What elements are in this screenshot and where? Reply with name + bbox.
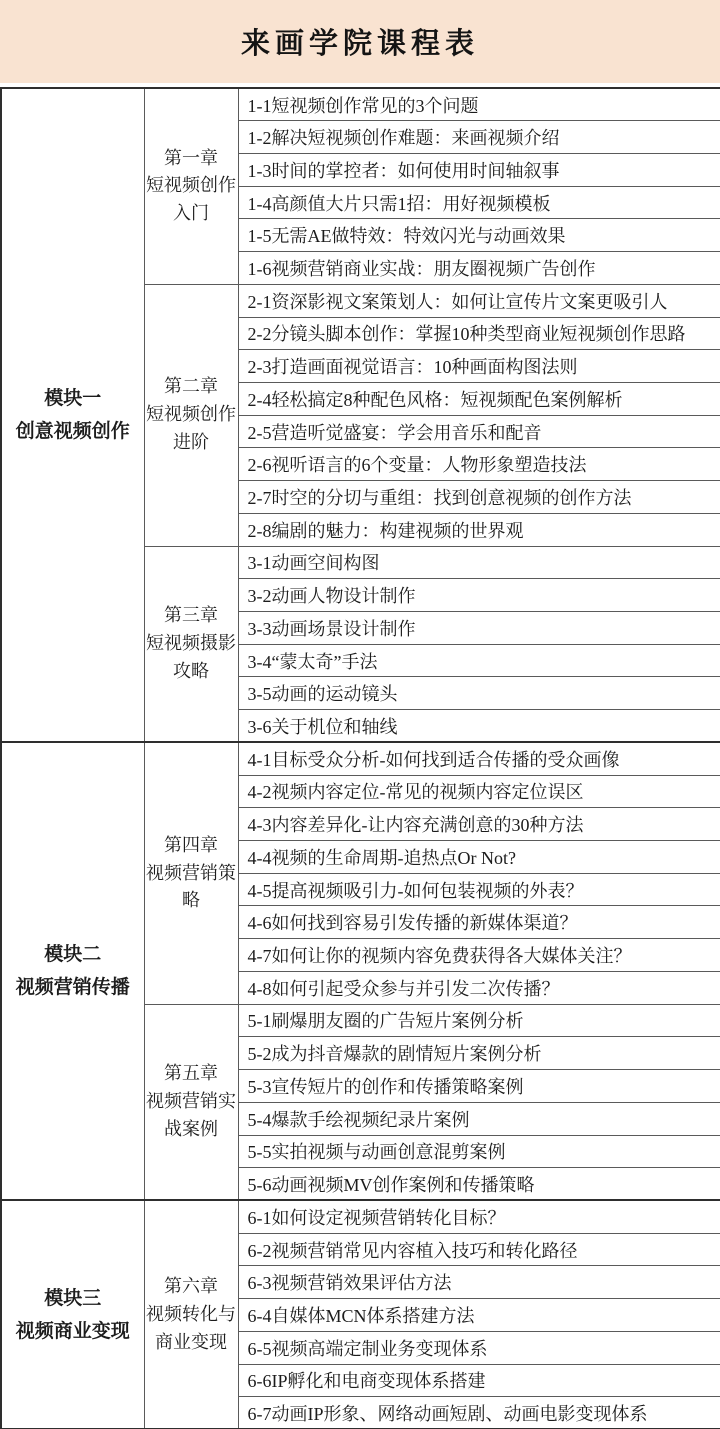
course-table-body: [1, 88, 720, 1429]
lesson-cell: 4-8如何引起受众参与并引发二次传播？: [238, 971, 720, 1004]
lesson-cell: 5-2成为抖音爆款的剧情短片案例分析: [238, 1037, 720, 1070]
lesson-cell: 3-4“蒙太奇”手法: [238, 644, 720, 677]
chapter-title: 视频营销实战案例: [146, 1091, 236, 1139]
lesson-cell: 2-8编剧的魅力：构建视频的世界观: [238, 513, 720, 546]
lesson-cell: 5-5实拍视频与动画创意混剪案例: [238, 1135, 720, 1168]
module-subtitle: 视频营销传播: [15, 977, 130, 999]
lesson-cell: 2-5营造听觉盛宴：学会用音乐和配音: [238, 415, 720, 448]
lesson-cell: 6-3视频营销效果评估方法: [238, 1266, 720, 1299]
lesson-cell: 4-5提高视频吸引力-如何包装视频的外表？: [238, 873, 720, 906]
chapter-cell: [144, 546, 238, 742]
lesson-cell: 6-5视频高端定制业务变现体系: [238, 1331, 720, 1364]
lesson-cell: 4-3内容差异化-让内容充满创意的30种方法: [238, 808, 720, 841]
chapter-label: 第一章: [164, 147, 218, 168]
lesson-cell: 5-6动画视频MV创作案例和传播策略: [238, 1168, 720, 1201]
lesson-cell: 2-1资深影视文案策划人：如何让宣传片文案更吸引人: [238, 284, 720, 317]
lesson-cell: 1-6视频营销商业实战：朋友圈视频广告创作: [238, 252, 720, 285]
chapter-title: 短视频创作进阶: [146, 404, 236, 453]
lesson-cell: 4-6如何找到容易引发传播的新媒体渠道？: [238, 906, 720, 939]
lesson-cell: 4-2视频内容定位-常见的视频内容定位误区: [238, 775, 720, 808]
lesson-cell: 3-2动画人物设计制作: [238, 579, 720, 612]
lesson-cell: 3-5动画的运动镜头: [238, 677, 720, 710]
lesson-cell: 6-6IP孵化和电商变现体系搭建: [238, 1364, 720, 1397]
module-name: 模块三: [44, 1287, 102, 1309]
chapter-cell: [144, 88, 238, 284]
module-subtitle: 创意视频创作: [15, 421, 130, 443]
lesson-cell: 5-3宣传短片的创作和传播策略案例: [238, 1070, 720, 1103]
chapter-cell: [144, 1004, 238, 1200]
lesson-cell: 1-1短视频创作常见的3个问题: [238, 88, 720, 121]
lesson-cell: 4-4视频的生命周期-追热点Or Not?: [238, 841, 720, 874]
lesson-cell: 2-7时空的分切与重组：找到创意视频的创作方法: [238, 481, 720, 514]
header: [0, 0, 720, 83]
table-row: [1, 1200, 720, 1233]
module-cell: [1, 742, 144, 1200]
chapter-label: 第二章: [164, 376, 218, 397]
module-cell: [1, 88, 144, 742]
lesson-cell: 6-4自媒体MCN体系搭建方法: [238, 1299, 720, 1332]
lesson-cell: 3-3动画场景设计制作: [238, 612, 720, 645]
chapter-label: 第六章: [164, 1276, 218, 1297]
lesson-cell: 4-1目标受众分析-如何找到适合传播的受众画像: [238, 742, 720, 775]
lesson-cell: 5-1刷爆朋友圈的广告短片案例分析: [238, 1004, 720, 1037]
chapter-cell: [144, 742, 238, 1004]
module-subtitle: 视频商业变现: [15, 1320, 130, 1342]
table-row: [1, 88, 720, 121]
lesson-cell: 4-7如何让你的视频内容免费获得各大媒体关注？: [238, 939, 720, 972]
lesson-cell: 2-4轻松搞定8种配色风格：短视频配色案例解析: [238, 382, 720, 415]
chapter-label: 第三章: [164, 605, 218, 626]
lesson-cell: 6-2视频营销常见内容植入技巧和转化路径: [238, 1233, 720, 1266]
chapter-title: 视频转化与商业变现: [146, 1304, 236, 1352]
chapter-title: 视频营销策略: [146, 862, 236, 911]
lesson-cell: 1-2解决短视频创作难题：来画视频介绍: [238, 121, 720, 154]
lesson-cell: 6-7动画IP形象、网络动画短剧、动画电影变现体系: [238, 1397, 720, 1429]
lesson-cell: 5-4爆款手绘视频纪录片案例: [238, 1102, 720, 1135]
chapter-cell: [144, 284, 238, 546]
page-title: 来画学院课程表: [240, 28, 479, 60]
lesson-cell: 2-6视听语言的6个变量：人物形象塑造技法: [238, 448, 720, 481]
chapter-title: 短视频摄影攻略: [146, 633, 236, 681]
lesson-cell: 1-3时间的掌控者：如何使用时间轴叙事: [238, 153, 720, 186]
chapter-label: 第四章: [164, 834, 218, 855]
lesson-cell: 6-1如何设定视频营销转化目标？: [238, 1200, 720, 1233]
table-row: [1, 742, 720, 775]
lesson-cell: 3-6关于机位和轴线: [238, 710, 720, 743]
lesson-cell: 2-2分镜头脚本创作：掌握10种类型商业短视频创作思路: [238, 317, 720, 350]
chapter-label: 第五章: [164, 1063, 218, 1084]
module-name: 模块一: [44, 387, 102, 409]
lesson-cell: 1-5无需AE做特效：特效闪光与动画效果: [238, 219, 720, 252]
lesson-cell: 3-1动画空间构图: [238, 546, 720, 579]
lesson-cell: 2-3打造画面视觉语言：10种画面构图法则: [238, 350, 720, 383]
lesson-cell: 1-4高颜值大片只需1招：用好视频模板: [238, 186, 720, 219]
module-cell: [1, 1200, 144, 1429]
module-name: 模块二: [44, 944, 102, 966]
chapter-title: 短视频创作入门: [146, 175, 236, 224]
chapter-cell: [144, 1200, 238, 1429]
course-table: [0, 87, 720, 1429]
